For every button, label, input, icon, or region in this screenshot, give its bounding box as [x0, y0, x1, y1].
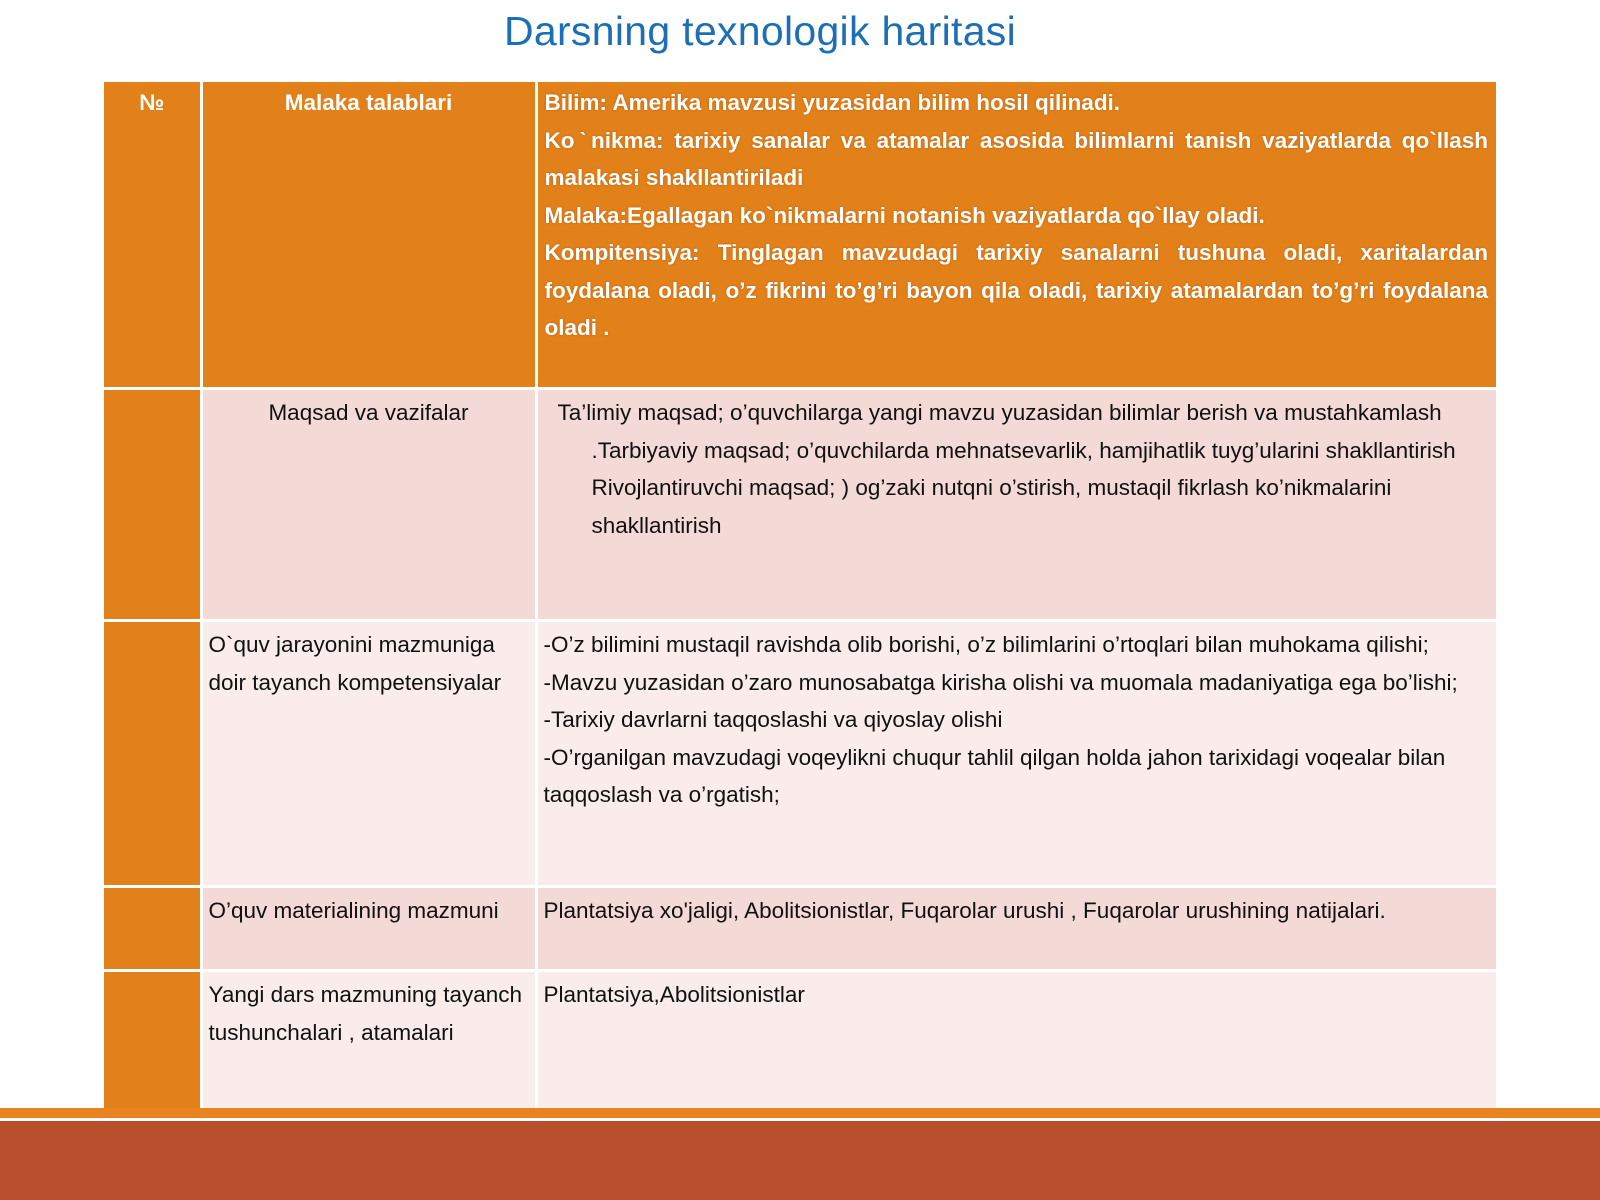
key-concepts-content: Plantatsiya,Abolitsionistlar — [536, 971, 1496, 1111]
upbringing-goal: .Tarbiyaviy maqsad; o’quvchilarda mehnatsevarlik, hamjihatlik tuyg’ularini shakllantirish — [591, 437, 1456, 463]
number-header: № — [104, 82, 201, 389]
footer-band — [0, 1121, 1600, 1200]
technology-map-table — [104, 82, 1496, 1110]
row-number-cell — [104, 389, 201, 621]
educational-goal: Ta’limiy maqsad; o’quvchilarga yangi mavzu yuzasidan bilimlar berish va mustahkamlash — [557, 400, 1442, 425]
row-label: Maqsad va vazifalar — [201, 389, 536, 621]
competency-line: Kompitensiya: Tinglagan mavzudagi tarixiy sanalarni tushuna oladi, xaritalardan foydalana oladi, o’z fikrini to’g’ri bayon qila oladi, tarixiy atamalardan to’g’ri foydalana oladi . — [544, 240, 1488, 340]
page-title: Darsning texnologik haritasi — [503, 8, 1017, 54]
requirements-content — [536, 82, 1496, 389]
table-row-material — [104, 887, 1496, 971]
competency-item: -Tarixiy davrlarni taqqoslashi va qiyoslay olishi — [543, 707, 1003, 732]
goals-content — [536, 389, 1496, 621]
competencies-content — [536, 621, 1496, 887]
row-label: O`quv jarayonini mazmuniga doir tayanch kompetensiyalar — [201, 621, 536, 887]
footer-accent-line — [0, 1108, 1600, 1118]
row-label: O’quv materialining mazmuni — [201, 887, 536, 971]
requirements-header: Malaka talablari — [201, 82, 536, 389]
row-number-cell — [104, 621, 201, 887]
skill-line: Koˋnikma: tarixiy sanalar va atamalar asosida bilimlarni tanish vaziyatlarda qo`llash malakasi shakllantiriladi — [544, 127, 1488, 190]
row-number-cell — [104, 971, 201, 1111]
competency-item: -Mavzu yuzasidan o’zaro munosabatga kirisha olishi va muomala madaniyatiga ega bo’lishi; — [543, 669, 1458, 695]
knowledge-line: Bilim: Amerika mavzusi yuzasidan bilim hosil qilinadi. — [544, 90, 1121, 115]
table-row-competencies — [104, 621, 1496, 887]
material-content: Plantatsiya xo'jaligi, Abolitsionistlar, Fuqarolar urushi , Fuqarolar urushining natijalari. — [536, 887, 1496, 971]
table-header-row — [104, 82, 1496, 389]
table-row-goals — [104, 389, 1496, 621]
qualification-line: Malaka:Egallagan ko`nikmalarni notanish vaziyatlarda qo`llay oladi. — [544, 202, 1265, 228]
table-row-key-concepts — [104, 971, 1496, 1111]
developmental-goal: Rivojlantiruvchi maqsad; ) og’zaki nutqni o’stirish, mustaqil fikrlash ko’nikmalarini shakllantirish — [591, 475, 1392, 538]
competency-item: -O’z bilimini mustaqil ravishda olib borishi, o’z bilimlarini o’rtoqlari bilan muhokama qilishi; — [543, 632, 1429, 657]
row-label: Yangi dars mazmuning tayanch tushunchalari , atamalari — [201, 971, 536, 1111]
row-number-cell — [104, 887, 201, 971]
competency-item: -O’rganilgan mavzudagi voqeylikni chuqur tahlil qilgan holda jahon tarixidagi voqealar bilan taqqoslash va o’rgatish; — [543, 744, 1446, 807]
